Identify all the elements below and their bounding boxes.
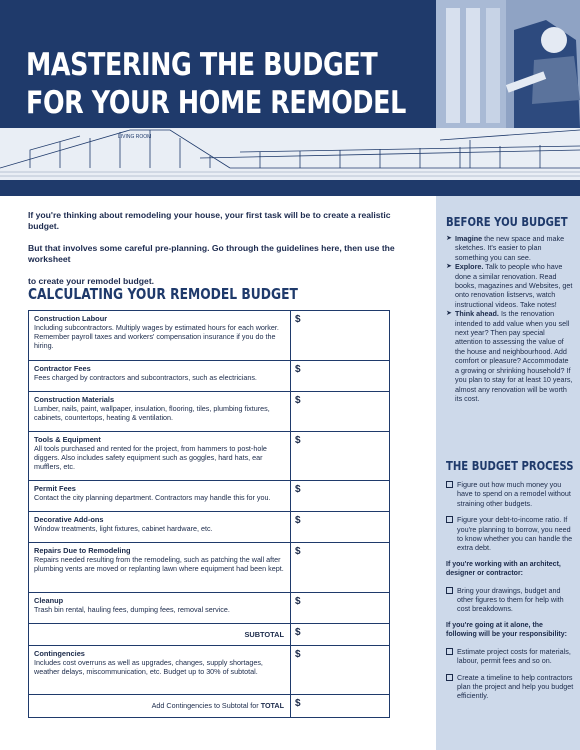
item-title: Repairs Due to Remodeling	[34, 546, 131, 555]
amount-field[interactable]: $	[295, 395, 301, 406]
table-row	[29, 392, 389, 432]
amount-field[interactable]: $	[295, 435, 301, 446]
item-description: Contact the city planning department. Contractors may handle this for you.	[34, 493, 271, 502]
checkbox-icon[interactable]	[446, 587, 453, 594]
before-budget-heading: BEFORE YOU BUDGET	[446, 214, 568, 229]
intro-paragraph-2: But that involves some careful pre-planning. Go through the guidelines here, then use the worksheet	[28, 243, 395, 264]
item-title: Cleanup	[34, 596, 64, 605]
table-row	[29, 361, 389, 392]
total-row	[29, 695, 389, 717]
list-item: ➤ Think ahead. Is the renovation intended to add value when you sell next year? Then pay special attention to assessing the value of the house and neighbourhood. Add comfort or pleasure? Accommodate a growing or shrinking household? If you plan to stay for at least 10 years, almost any renovation will be worth its cost.	[446, 309, 573, 403]
sketch-label: LIVING ROOM	[118, 134, 152, 140]
intro-paragraph-3: to create your remodel budget.	[28, 276, 155, 286]
arrow-icon: ➤	[446, 263, 452, 271]
table-row	[29, 543, 389, 593]
item-description: Includes cost overruns as well as upgrades, changes, supply shortages, weather delays, miscommunication, etc. Budget up to 30% of subtotal.	[34, 658, 263, 677]
amount-field[interactable]: $	[295, 546, 301, 557]
list-item: ➤ Imagine the new space and make sketches. It's easier to plan something you can see.	[446, 234, 565, 262]
item-description: Including subcontractors. Multiply wages by estimated hours for each worker. Remember payroll taxes and workers' compensation insurance if you do the hiring.	[34, 323, 279, 351]
item-title: Contractor Fees	[34, 364, 91, 373]
item-description: All tools purchased and rented for the project, from hammers to post-hole diggers. Also includes safety equipment such as goggles, hard hats, ear mufflers, etc.	[34, 444, 267, 472]
subtotal-field[interactable]: $	[295, 627, 301, 638]
table-row	[29, 481, 389, 512]
item-description: Fees charged by contractors and subcontractors, such as electricians.	[34, 373, 257, 382]
intro-paragraph-1: If you're thinking about remodeling your house, your first task will be to create a realistic budget.	[28, 210, 391, 231]
title-line-2: FOR YOUR HOME REMODEL	[26, 85, 406, 121]
table-row	[29, 593, 389, 624]
amount-field[interactable]: $	[295, 314, 301, 325]
budget-process-heading: THE BUDGET PROCESS	[446, 458, 574, 473]
checkbox-icon[interactable]	[446, 648, 453, 655]
amount-field[interactable]: $	[295, 515, 301, 526]
total-field[interactable]: $	[295, 698, 301, 709]
total-label: Add Contingencies to Subtotal for TOTAL	[29, 695, 291, 717]
worker-photo	[436, 0, 580, 128]
amount-field[interactable]: $	[295, 484, 301, 495]
checklist-item: Create a timeline to help contractors plan the project and help you budget efficiently.	[446, 673, 574, 701]
item-title: Construction Labour	[34, 314, 108, 323]
blueprint-sketch	[0, 128, 580, 180]
title-line-1: MASTERING THE BUDGET	[26, 47, 378, 83]
checklist-item: Figure your debt-to-income ratio. If you're planning to borrow, you need to know whether you can handle the extra debt.	[446, 515, 574, 553]
amount-field[interactable]: $	[295, 596, 301, 607]
arrow-icon: ➤	[446, 310, 452, 318]
checkbox-icon[interactable]	[446, 481, 453, 488]
item-title: Contingencies	[34, 649, 85, 658]
checklist-item: Estimate project costs for materials, labour, permit fees and so on.	[446, 647, 574, 666]
item-description: Lumber, nails, paint, wallpaper, insulation, flooring, tiles, plumbing fixtures, cabinets, countertops, heating & ventilation.	[34, 404, 270, 423]
checklist-item: Figure out how much money you have to spend on a remodel without straining other budgets.	[446, 480, 574, 508]
item-title: Construction Materials	[34, 395, 115, 404]
item-description: Trash bin rental, hauling fees, dumping fees, removal service.	[34, 605, 230, 614]
item-title: Decorative Add-ons	[34, 515, 104, 524]
item-title: Permit Fees	[34, 484, 76, 493]
subtotal-row	[29, 624, 389, 646]
checkbox-icon[interactable]	[446, 674, 453, 681]
table-row	[29, 311, 389, 361]
amount-field[interactable]: $	[295, 364, 301, 375]
item-description: Window treatments, light fixtures, cabinet hardware, etc.	[34, 524, 213, 533]
budget-process-list	[446, 480, 574, 708]
amount-field[interactable]: $	[295, 649, 301, 660]
subtotal-label: SUBTOTAL	[29, 624, 291, 645]
table-row	[29, 432, 389, 481]
alone-note: If you're going at it alone, the following will be your responsibility:	[446, 621, 567, 639]
architect-note: If you're working with an architect, designer or contractor:	[446, 560, 561, 578]
arrow-icon: ➤	[446, 235, 452, 242]
list-item: ➤ Explore. Talk to people who have done a similar renovation. Read books, magazines and Websites, get onto renovation listservs, watch instructional videos. Take notes!	[446, 262, 573, 309]
checkbox-icon[interactable]	[446, 516, 453, 523]
sidebar	[436, 196, 580, 750]
checklist-item: Bring your drawings, budget and other figures to them for help with cost breakdowns.	[446, 586, 574, 614]
page-title	[26, 46, 452, 122]
budget-worksheet	[28, 310, 390, 718]
header-band	[0, 180, 580, 196]
table-row	[29, 646, 389, 695]
section-title: CALCULATING YOUR REMODEL BUDGET	[28, 285, 298, 303]
item-description: Repairs needed resulting from the remodeling, such as patching the wall after plumbing vents are moved or replanting lawn where equipment had been kept.	[34, 555, 284, 574]
before-budget-list	[446, 234, 574, 403]
item-title: Tools & Equipment	[34, 435, 101, 444]
header-banner	[0, 0, 580, 196]
table-row	[29, 512, 389, 543]
